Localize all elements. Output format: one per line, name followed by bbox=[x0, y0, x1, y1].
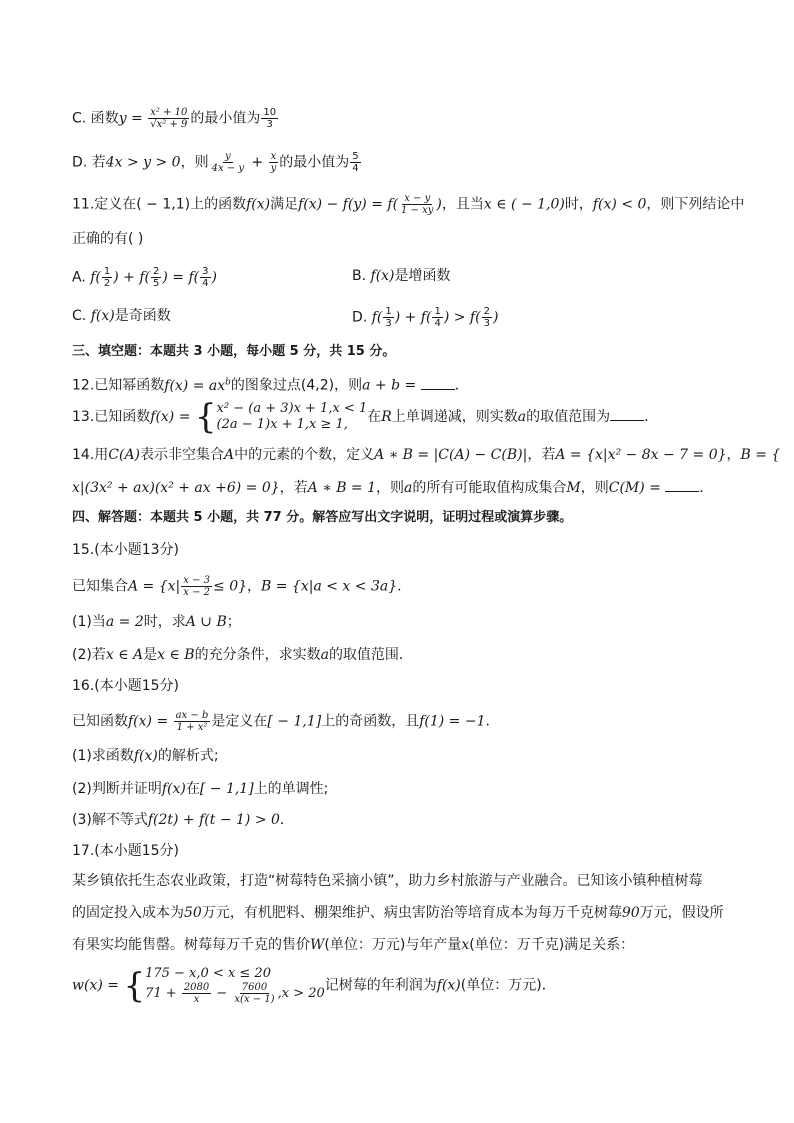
q10-option-d: D. 若4x > y > 0，则 $\frac{y}{4x - y}$ + $\frac{x}{y}$ 的最小值为 $\frac{5}{4}$ bbox=[72, 151, 359, 174]
q17-line4: w(x) = { 175 − x,0 < x ≤ 20 71 + $\frac{2080}{x}$ − $\frac{7600}{x(x - 1)}$ ,x > 20 记树莓的年利润为f(x)(单位：万元)． bbox=[72, 965, 556, 1006]
q14-line2: x|(3x² + ax)(x² + ax +6) = 0}，若A ∗ B = 1，则a的所有可能取值构成集合M，则C(M) = ． bbox=[72, 480, 714, 496]
q16-part1: (1)求函数f(x)的解析式; bbox=[72, 748, 219, 764]
q16-part3: (3)解不等式f(2t) + f(t − 1) > 0． bbox=[72, 812, 294, 828]
q17-line1: 某乡镇依托生态农业政策，打造“树莓特色采摘小镇”，助力乡村旅游与产业融合。已知该小镇种植树莓 bbox=[72, 873, 703, 889]
q14-line1: 14.用C(A)表示非空集合A中的元素的个数，定义A ∗ B = |C(A) − C(B)|，若A = {x|x² − 8x − 7 = 0}，B = { bbox=[72, 447, 781, 463]
q15-part1: (1)当a = 2时，求A ∪ B； bbox=[72, 614, 241, 630]
q15-header: 15.(本小题13分) bbox=[72, 542, 180, 558]
section-3-heading: 三、填空题：本题共 3 小题，每小题 5 分，共 15 分。 bbox=[72, 344, 396, 359]
q17-line2: 的固定投入成本为50万元，有机肥料、棚架维护、病虫害防治等培育成本为每万千克树莓90万元，假设所 bbox=[72, 905, 724, 921]
q17-header: 17.(本小题15分) bbox=[72, 843, 180, 859]
q11-option-c: C. f(x)是奇函数 bbox=[72, 308, 171, 324]
q15-part2: (2)若x ∈ A是x ∈ B的充分条件，求实数a的取值范围． bbox=[72, 647, 413, 663]
q11-stem: 11.定义在( − 1,1)上的函数f(x)满足f(x) − f(y) = f( $\frac{x - y}{1 - xy}$ )，且当x ∈ ( − 1,0)时，f(x) < 0，则下列结论中 bbox=[72, 193, 745, 216]
q16-given: 已知函数f(x) = $\frac{ax - b}{\text{1 + x²}}$ 是定义在[ − 1,1]上的奇函数，且f(1) = −1． bbox=[72, 710, 500, 733]
q17-line3: 有果实均能售罄。树莓每万千克的售价W(单位：万元)与年产量x(单位：万千克)满足关系： bbox=[72, 937, 635, 953]
section-4-heading: 四、解答题：本题共 5 小题，共 77 分。解答应写出文字说明，证明过程或演算步骤。 bbox=[72, 510, 573, 525]
q11-option-a: A. f( $\frac{1}{2}$ ) + f( $\frac{2}{5}$ ) = f( $\frac{3}{4}$ ) bbox=[72, 266, 217, 289]
q11-stem-line2: 正确的有( ) bbox=[72, 231, 144, 247]
q10-option-c: C. 函数y = $\frac{\text{x² + 10}}{\text{√x² + 9}}$ 的最小值为 $\frac{10}{3}$ bbox=[72, 107, 277, 130]
q16-header: 16.(本小题15分) bbox=[72, 678, 180, 694]
q11-option-b: B. f(x)是增函数 bbox=[352, 268, 451, 284]
q12: 12.已知幂函数$f(x) = ax^b$的图象过点(4,2)，则a + b = ． bbox=[72, 377, 469, 394]
q13: 13.已知函数f(x) = { x² − (a + 3)x + 1,x < 1 (2a − 1)x + 1,x ≥ 1, 在R上单调递减，则实数a的取值范围为 ． bbox=[72, 397, 659, 437]
q11-option-d: D. f( $\frac{1}{3}$ ) + f( $\frac{1}{4}$ ) > f( $\frac{2}{3}$ ) bbox=[352, 306, 499, 329]
q16-part2: (2)判断并证明f(x)在[ − 1,1]上的单调性; bbox=[72, 781, 329, 797]
q15-given: 已知集合A = {x| $\frac{x - 3}{x - 2}$ ≤ 0}，B = {x|a < x < 3a}． bbox=[72, 575, 412, 598]
